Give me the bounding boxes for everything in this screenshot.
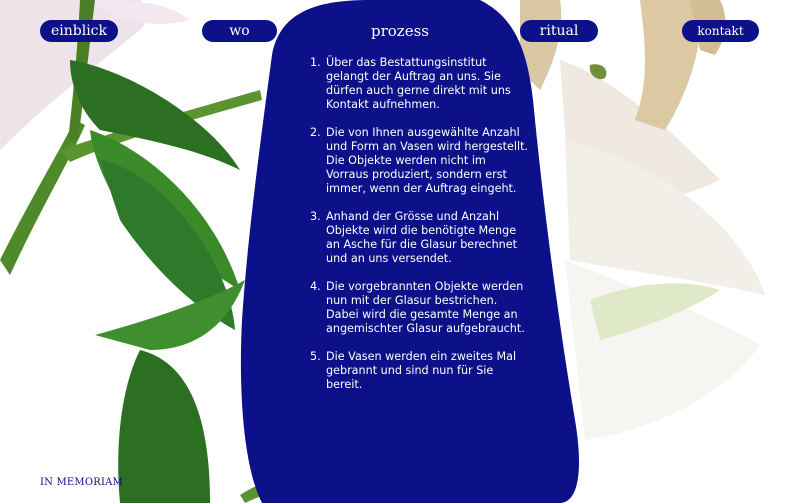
step-number: 2. [310,126,321,139]
step-text: Die Vasen werden ein zweites Mal gebrannt und sind nun für Sie bereit. [326,350,517,391]
step-number: 4. [310,280,321,293]
process-step [310,210,530,266]
nav-ritual[interactable]: ritual [520,20,598,42]
step-text: Die von Ihnen ausgewählte Anzahl und Form an Vasen wird hergestellt. Die Objekte werden nicht im Vorraus produziert, sondern erst immer, wenn der Auftrag eingeht. [326,126,529,195]
step-number: 3. [310,210,321,223]
process-step [310,350,530,392]
step-number: 1. [310,56,321,69]
step-number: 5. [310,350,321,363]
process-step [310,126,530,196]
step-text: Anhand der Grösse und Anzahl Objekte wird die benötigte Menge an Asche für die Glasur berechnet und an uns versendet. [326,210,518,265]
nav-wo[interactable]: wo [202,20,277,42]
nav-kontakt[interactable]: kontakt [682,20,759,42]
step-text: Über das Bestattungsinstitut gelangt der Auftrag an uns. Sie dürfen auch gerne direkt mit uns Kontakt aufnehmen. [326,56,511,111]
nav-einblick[interactable]: einblick [40,20,118,42]
process-step [310,56,530,112]
brand-logo-text[interactable]: IN MEMORIAM [40,477,123,488]
process-step [310,280,530,336]
process-steps-list [310,56,530,406]
step-text: Die vorgebrannten Objekte werden nun mit der Glasur bestrichen. Dabei wird die gesamte Menge an angemischter Glasur aufgebraucht. [326,280,525,335]
nav-prozess[interactable]: prozess [371,22,429,40]
